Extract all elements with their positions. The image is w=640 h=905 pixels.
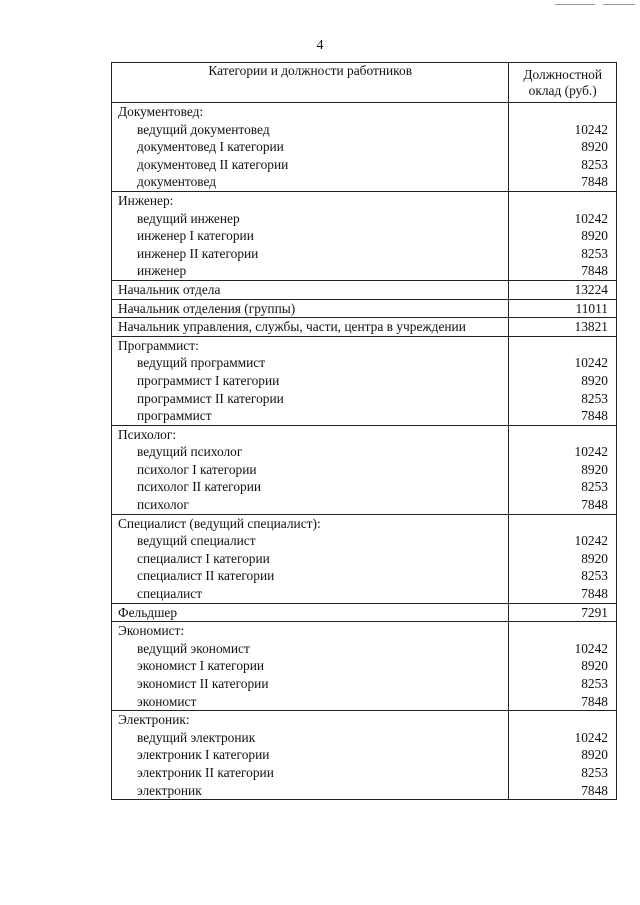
position-name: документовед I категории xyxy=(137,139,284,155)
salary-cell xyxy=(509,299,617,318)
category-cell xyxy=(112,299,509,318)
salary-value: 7848 xyxy=(581,408,608,424)
position-name: ведущий экономист xyxy=(137,640,250,656)
scan-mark xyxy=(603,4,635,5)
salary-value: 7848 xyxy=(581,263,608,279)
position-name: психолог xyxy=(137,497,189,513)
salary-value: 8253 xyxy=(581,764,608,780)
table-row xyxy=(112,711,617,800)
salary-cell xyxy=(509,191,617,280)
salary-cell xyxy=(509,603,617,622)
position-name: документовед xyxy=(137,174,217,190)
cell-spacer xyxy=(509,711,616,729)
table-row xyxy=(112,191,617,280)
position-name: ведущий специалист xyxy=(137,533,256,549)
salary-value: 8920 xyxy=(581,372,608,388)
position-name: инженер xyxy=(137,263,187,279)
position-name: ведущий инженер xyxy=(137,210,240,226)
category-name: Программист: xyxy=(118,337,199,353)
cell-spacer xyxy=(509,192,616,210)
table-row xyxy=(112,603,617,622)
salary-value: 7848 xyxy=(581,782,608,798)
category-cell xyxy=(112,280,509,299)
header-salary-line1: Должностной xyxy=(523,66,602,82)
salary-value: 10242 xyxy=(574,640,608,656)
salary-value: 10242 xyxy=(574,444,608,460)
salary-value: 8253 xyxy=(581,390,608,406)
salary-cell xyxy=(509,711,617,800)
category-name: Начальник управления, службы, части, центра в учреждении xyxy=(118,319,466,335)
salary-value: 8920 xyxy=(581,461,608,477)
salary-value: 8920 xyxy=(581,139,608,155)
category-cell xyxy=(112,318,509,337)
scan-mark xyxy=(555,4,595,5)
position-name: ведущий электроник xyxy=(137,729,256,745)
position-name: документовед II категории xyxy=(137,156,289,172)
salary-value: 8253 xyxy=(581,676,608,691)
salary-value: 13821 xyxy=(574,319,608,335)
category-name: Инженер: xyxy=(118,192,174,208)
table-row xyxy=(112,425,617,514)
header-category: Категории и должности работников xyxy=(112,63,509,103)
table-row xyxy=(112,514,617,603)
salary-cell xyxy=(509,622,617,711)
category-name: Фельдшер xyxy=(118,604,178,620)
position-name: ведущий документовед xyxy=(137,121,270,137)
position-name: электроник II категории xyxy=(137,764,274,780)
position-name: ведущий программист xyxy=(137,355,266,371)
position-name: электроник xyxy=(137,782,202,798)
salary-value: 7848 xyxy=(581,174,608,190)
salary-value: 8253 xyxy=(581,568,608,584)
salary-value: 10242 xyxy=(574,121,608,137)
position-name: экономист xyxy=(137,693,197,709)
salary-cell xyxy=(509,280,617,299)
page-number: 4 xyxy=(316,38,324,53)
position-name: инженер I категории xyxy=(137,228,254,244)
salary-cell xyxy=(509,318,617,337)
cell-spacer xyxy=(509,622,616,640)
category-name: Электроник: xyxy=(118,712,190,728)
salary-value: 10242 xyxy=(574,210,608,226)
table-header-row xyxy=(112,63,617,103)
position-name: ведущий психолог xyxy=(137,444,243,460)
salary-cell xyxy=(509,103,617,192)
salary-value: 8253 xyxy=(581,245,608,261)
category-name: Документовед: xyxy=(118,104,204,119)
header-salary xyxy=(509,63,617,103)
salary-cell xyxy=(509,425,617,514)
position-name: программист xyxy=(137,408,212,424)
category-name: Начальник отдела xyxy=(118,281,221,297)
salary-value: 10242 xyxy=(574,355,608,371)
category-cell xyxy=(112,103,509,192)
cell-spacer xyxy=(509,103,616,121)
salary-value: 8920 xyxy=(581,747,608,763)
category-cell xyxy=(112,191,509,280)
category-name: Психолог: xyxy=(118,426,177,442)
salary-value: 7848 xyxy=(581,693,608,709)
salary-value: 8253 xyxy=(581,479,608,495)
position-name: экономист II категории xyxy=(137,676,269,691)
salary-value: 8920 xyxy=(581,658,608,674)
salary-cell xyxy=(509,336,617,425)
category-name: Начальник отделения (группы) xyxy=(118,300,296,316)
salary-value: 7291 xyxy=(581,604,608,620)
cell-spacer xyxy=(509,426,616,444)
table-row xyxy=(112,622,617,711)
salary-value: 8920 xyxy=(581,550,608,566)
category-cell xyxy=(112,711,509,800)
cell-spacer xyxy=(509,337,616,355)
category-name: Экономист: xyxy=(118,623,185,639)
category-cell xyxy=(112,622,509,711)
category-cell xyxy=(112,514,509,603)
position-name: программист II категории xyxy=(137,390,284,406)
position-name: специалист II категории xyxy=(137,568,275,584)
category-cell xyxy=(112,425,509,514)
salary-value: 13224 xyxy=(574,281,608,297)
position-name: специалист xyxy=(137,586,203,602)
salary-value: 11011 xyxy=(575,300,608,316)
salary-value: 7848 xyxy=(581,497,608,513)
cell-spacer xyxy=(509,515,616,533)
salary-value: 7848 xyxy=(581,586,608,602)
position-name: инженер II категории xyxy=(137,245,259,261)
table-row xyxy=(112,280,617,299)
table-row xyxy=(112,103,617,192)
position-name: электроник I категории xyxy=(137,747,270,763)
salary-value: 10242 xyxy=(574,533,608,549)
salary-value: 10242 xyxy=(574,729,608,745)
position-name: психолог I категории xyxy=(137,461,257,477)
position-name: специалист I категории xyxy=(137,550,270,566)
category-cell xyxy=(112,603,509,622)
header-salary-line2: оклад (руб.) xyxy=(528,82,597,98)
table-row xyxy=(112,336,617,425)
salary-cell xyxy=(509,514,617,603)
category-name: Специалист (ведущий специалист): xyxy=(118,515,321,531)
position-name: психолог II категории xyxy=(137,479,262,495)
table-row xyxy=(112,299,617,318)
salary-value: 8920 xyxy=(581,228,608,244)
salary-table xyxy=(111,62,617,800)
position-name: экономист I категории xyxy=(137,658,265,674)
table-body xyxy=(112,103,617,800)
category-cell xyxy=(112,336,509,425)
position-name: программист I категории xyxy=(137,372,280,388)
table-row xyxy=(112,318,617,337)
salary-value: 8253 xyxy=(581,156,608,172)
